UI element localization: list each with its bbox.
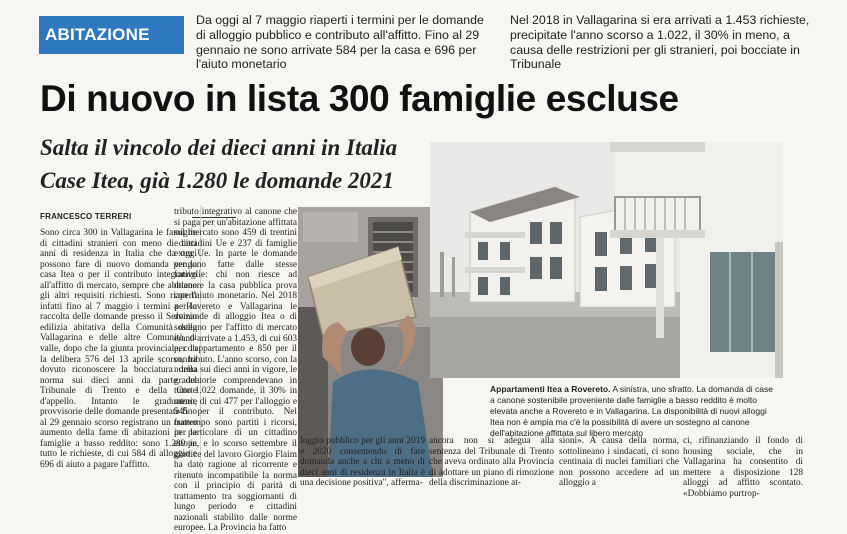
caption-body: A sinistra, uno sfratto. La domanda di case a canone sostenibile proveniente dalle famiglie a basso reddito è molto elevata anche a Rovereto e in Vallagarina. La disponibilità di nuovi alloggi Itea non è ampia ma c'è la possibilità di avere un sostegno al canone dell'abitazione affittata sul libero mercato — [490, 384, 773, 438]
headline: Di nuovo in lista 300 famiglie escluse — [40, 78, 679, 119]
article-column-6 — [683, 436, 803, 499]
photo-caption — [490, 384, 780, 439]
article-column-4 — [429, 436, 554, 489]
article-column-6-text: ci, rifinanziando il fondo di housing sociale, che in Vallagarina ha consentito di mettere a disposizione 128 alloggi ad affitto scontato. «Dobbiamo purtrop- — [683, 436, 803, 499]
section-tag: ABITAZIONE — [39, 16, 184, 54]
article-column-1-text: Sono circa 300 in Vallagarina le famiglie di cittadini stranieri con meno di dieci anni di residenza in Italia che da oggi possono fare di nuovo domanda per la casa Itea o per il contributo integrativo all'affitto di mercato, sempre che abbiano gli altri requisiti richiesti. Sono riaperti infatti fino al 7 maggio i termini per la raccolta delle domande presso il Servizio edilizia abitativa della Comunità della Vallagarina e delle altre Comunità di valle, dopo che la giunta provinciale, con la delibera 576 del 13 aprile scorso, ha dovuto riconoscere la bocciatura della norma sui dieci anni da parte del Tribunale di Trento e della Corte d'appello. Intanto le graduatorie provvisorie delle domande presentate fino al 29 gennaio scorso registrano un nuovo aumento della fame di abitazioni per le famiglie a basso reddito: sono 1.280 in tutto le richieste, di cui 584 di alloggio e 696 di aiuto a pagare l'affitto. — [40, 228, 197, 471]
author-name: FRANCESCO TERRERI — [40, 212, 132, 221]
itea-apartments-image — [430, 142, 783, 378]
article-column-2-text: tributo integrativo al canone che si paga per un'abitazione affittata sul mercato sono 459 di trentini e cittadini Ue e 237 di famiglie extra Ue. In parte le domande vengono fatte dalle stesse famiglie: chi non riesce ad ottenere la casa pubblica prova con l'aiuto monetario. Nel 2018 a Rovereto e Vallagarina le domande di alloggio Itea o di sostegno per l'affitto di mercato erano arrivate a 1.453, di cui 603 per l'appartamento e 850 per il contributo. L'anno scorso, con la norma sui dieci anni in vigore, le graduatorie comprendevano in tutto 1.022 domande, il 30% in meno, di cui 477 per l'alloggio e 545 per il contributo. Nel frattempo sono partiti i ricorsi, in particolare di un cittadino etiope, e lo scorso settembre il giudice del lavoro Giorgio Flaim ha dato ragione al ricorrente e ritenuto incompatibile la norma con il principio di parità di trattamento tra soggiornanti di lungo periodo e cittadini nazionali stabilito dalle norme europee. La Provincia ha fatto — [174, 207, 297, 534]
itea-apartments-photo — [430, 142, 783, 378]
article-column-5 — [559, 436, 679, 489]
lead-left: Da oggi al 7 maggio riaperti i termini per le domande di alloggio pubblico e contributo all'affitto. Fino al 29 gennaio ne sono arrivate 584 per la casa e 696 per l'aiuto monetario — [196, 13, 484, 72]
article-column-5-text: sioni». A causa della norma, sottolineano i sindacati, ci sono centinaia di nuclei familiari che non possono accedere ad un alloggio a — [559, 436, 679, 489]
subheadline-1: Salta il vincolo dei dieci anni in Italia — [40, 135, 398, 160]
article-column-3-text: loggio pubblico per gli anni 2019 e 2020 consentendo di fare domanda anche a chi a meno di dieci anni di residenza in Italia è una decisione positiva", afferma- — [300, 436, 425, 489]
subheadline-2: Case Itea, già 1.280 le domande 2021 — [40, 168, 394, 193]
article-column-2 — [174, 207, 297, 534]
lead-right: Nel 2018 in Vallagarina si era arrivati a 1.453 richieste, precipitate l'anno scorso a 1.022, il 30% in meno, a causa delle restrizioni per gli stranieri, poi bocciate in Tribunale — [510, 13, 810, 72]
article-column-3 — [300, 436, 425, 489]
article-column-4-text: ancora non si adegua alla sentenza del Tribunale di Trento che aveva ordinato alla Provincia di adottare un piano di rimozione della discriminazione at- — [429, 436, 554, 489]
caption-lead: Appartamenti Itea a Rovereto. — [490, 384, 611, 394]
